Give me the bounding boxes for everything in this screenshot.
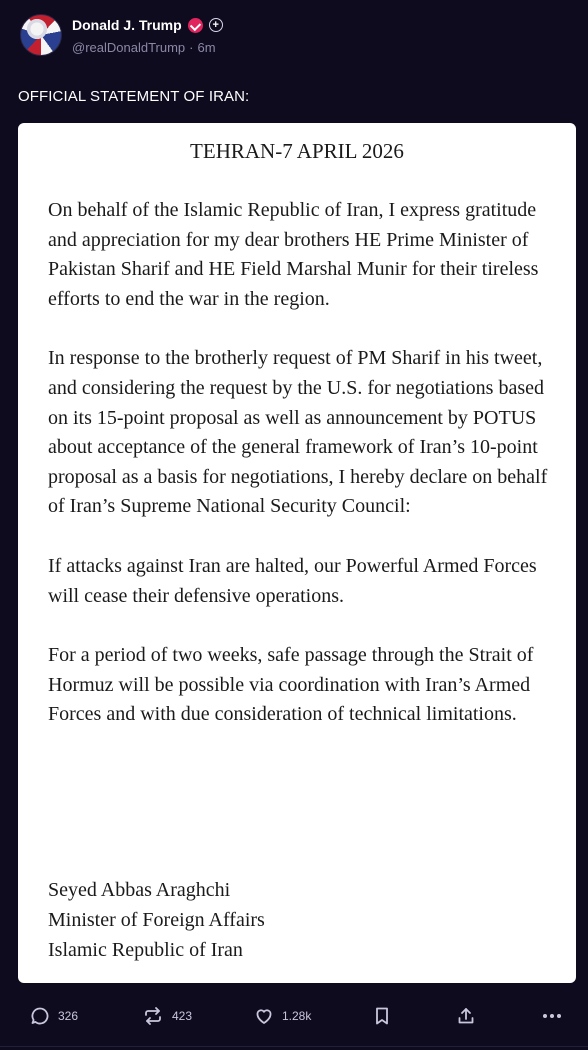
post-timestamp[interactable]: 6m — [197, 40, 216, 55]
post-text: OFFICIAL STATEMENT OF IRAN: — [18, 88, 250, 105]
statement-image[interactable] — [18, 123, 576, 983]
more-icon — [541, 1006, 563, 1026]
repost-icon — [142, 1006, 164, 1026]
signature-name: Seyed Abbas Araghchi — [48, 879, 231, 901]
bookmark-button[interactable] — [373, 1000, 391, 1032]
more-options-button[interactable] — [541, 1000, 563, 1032]
signature-title: Minister of Foreign Affairs — [48, 909, 265, 931]
like-count: 1.28k — [282, 1009, 312, 1023]
statement-signature — [48, 875, 553, 965]
handle-separator: · — [189, 40, 194, 55]
action-bar — [0, 1000, 588, 1032]
plus-icon[interactable]: + — [209, 18, 223, 32]
signature-org: Islamic Republic of Iran — [48, 939, 243, 961]
reply-button[interactable] — [30, 1000, 78, 1032]
share-icon — [456, 1006, 476, 1026]
share-button[interactable] — [456, 1000, 476, 1032]
author-name-row — [72, 15, 223, 35]
verified-badge-icon — [188, 18, 203, 33]
repost-button[interactable] — [142, 1000, 192, 1032]
author-handle[interactable]: @realDonaldTrump — [72, 40, 186, 55]
author-handle-row — [72, 40, 216, 55]
statement-paragraph: For a period of two weeks, safe passage through the Strait of Hormuz will be possible via coordination with Iran’s Armed Forces and with due consideration of technical limitations. — [48, 644, 534, 726]
like-icon — [254, 1006, 274, 1026]
post-header — [0, 0, 588, 70]
statement-paragraph: In response to the brotherly request of PM Sharif in his tweet, and considering the request by the U.S. for negotiations based on its 15-point proposal as well as announcement by POTUS about acceptance of the general framework of Iran’s 10-point proposal as a basis for negotiations, I hereby declare on behalf of Iran’s Supreme National Security Council: — [48, 347, 548, 518]
statement-paragraph: On behalf of the Islamic Republic of Iran, I express gratitude and appreciation for my dear brothers HE Prime Minister of Pakistan Sharif and HE Field Marshal Munir for their tireless efforts to end the war in the region. — [48, 199, 539, 310]
statement-paragraph: If attacks against Iran are halted, our Powerful Armed Forces will cease their defensive operations. — [48, 554, 537, 607]
author-display-name[interactable]: Donald J. Trump — [72, 17, 182, 33]
reply-count: 326 — [58, 1009, 79, 1023]
like-button[interactable] — [254, 1000, 311, 1032]
avatar[interactable] — [20, 14, 62, 56]
statement-body — [48, 196, 553, 760]
post-divider — [0, 1046, 588, 1047]
bookmark-icon — [373, 1006, 391, 1026]
reply-icon — [30, 1006, 50, 1026]
repost-count: 423 — [172, 1009, 193, 1023]
statement-title: TEHRAN-7 APRIL 2026 — [190, 139, 404, 163]
